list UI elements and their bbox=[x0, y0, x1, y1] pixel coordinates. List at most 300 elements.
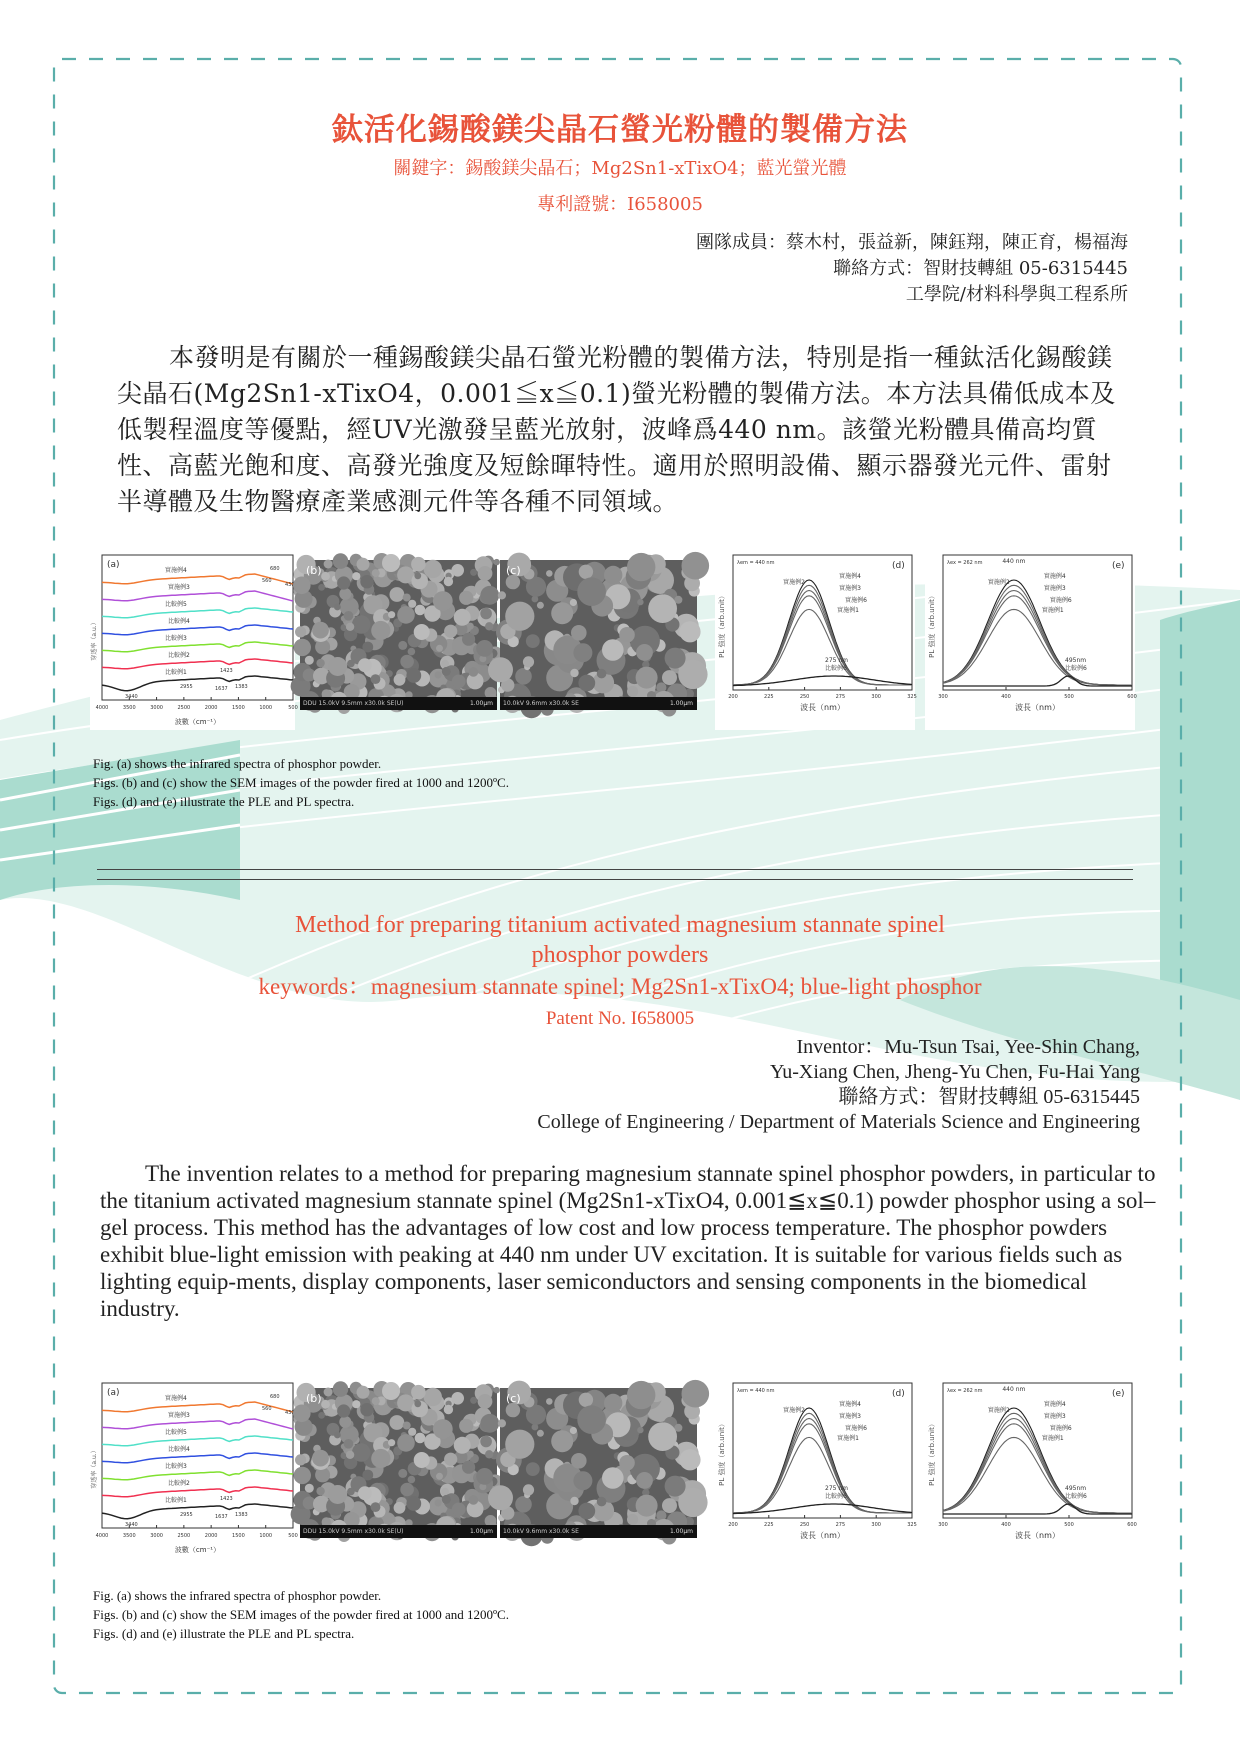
sem-particle bbox=[398, 1469, 407, 1478]
sem-particle bbox=[406, 1496, 421, 1511]
sem-particle bbox=[573, 643, 592, 662]
sem-particle bbox=[328, 1485, 347, 1504]
sem-texture bbox=[300, 560, 497, 697]
figure-e bbox=[925, 550, 1135, 730]
sem-info-bar: 10.0kV 9.6mm x30.0k SE bbox=[500, 697, 697, 710]
ir-series-line bbox=[102, 1419, 293, 1429]
series-label: 實施例1 bbox=[1042, 1434, 1064, 1442]
sem-particle bbox=[444, 1405, 453, 1414]
x-tick-label: 2000 bbox=[205, 1533, 218, 1539]
sem-particle bbox=[294, 639, 311, 656]
sem-particle bbox=[523, 656, 534, 667]
sem-particle bbox=[406, 668, 421, 683]
sem-particle bbox=[551, 1430, 573, 1452]
sem-particle bbox=[452, 1503, 466, 1517]
x-tick-label: 400 bbox=[1001, 1522, 1011, 1528]
sem-particle bbox=[546, 1398, 553, 1405]
sem-particle bbox=[321, 1400, 330, 1409]
x-axis-label: 波數（cm⁻¹） bbox=[175, 717, 220, 726]
ir-spectra-chart bbox=[90, 550, 295, 730]
sem-particle bbox=[333, 553, 349, 569]
sem-particle bbox=[398, 641, 407, 650]
sem-particle bbox=[388, 1439, 395, 1446]
ir-series-line bbox=[102, 608, 293, 618]
series-label: 實施例2 bbox=[988, 1406, 1010, 1414]
sem-particle bbox=[570, 1427, 577, 1434]
excitation-note: λex = 262 nm bbox=[947, 1388, 983, 1394]
peak-annotation: 680 bbox=[270, 566, 280, 572]
sem-particle bbox=[357, 1386, 370, 1399]
sem-particle bbox=[571, 625, 587, 641]
sem-particle bbox=[498, 1419, 506, 1427]
peak-annotation: 2955 bbox=[180, 1512, 193, 1518]
title-en-line-1: Method for preparing titanium activated magnesium stannate spinel bbox=[0, 910, 1240, 940]
series-label: 實施例3 bbox=[168, 583, 190, 591]
sem-particle bbox=[334, 1432, 341, 1439]
sem-particle bbox=[526, 1462, 540, 1476]
series-label: 實施例4 bbox=[839, 572, 861, 580]
sem-particle bbox=[602, 1467, 624, 1489]
sem-particle bbox=[526, 634, 540, 648]
series-label: 比較例4 bbox=[168, 617, 190, 625]
sem-particle bbox=[312, 622, 329, 639]
x-tick-label: 500 bbox=[1064, 1522, 1074, 1528]
panel-label: (c) bbox=[506, 1392, 521, 1405]
sem-info-bar: 10.0kV 9.6mm x30.0k SE bbox=[500, 1525, 697, 1538]
sem-particle bbox=[494, 559, 500, 565]
caption-line-2: Figs. (b) and (c) show the SEM images of the powder fired at 1000 and 1200ºC. bbox=[93, 773, 509, 792]
ir-series-line bbox=[102, 1487, 293, 1497]
sem-particle bbox=[454, 609, 471, 626]
inventor-line-2: Yu-Xiang Chen, Jheng-Yu Chen, Fu-Hai Yang bbox=[537, 1060, 1140, 1085]
figure-b-sem bbox=[300, 1388, 497, 1538]
y-axis-label: PL 強度（arb.unit） bbox=[927, 592, 936, 658]
sem-particle bbox=[372, 569, 380, 577]
sem-particle bbox=[352, 1443, 371, 1462]
sem-particle bbox=[480, 586, 499, 605]
x-tick-label: 4000 bbox=[96, 705, 109, 711]
x-tick-label: 3000 bbox=[150, 1533, 163, 1539]
sem-particle bbox=[295, 1454, 306, 1465]
x-tick-label: 400 bbox=[1001, 694, 1011, 700]
figure-d bbox=[715, 1378, 915, 1558]
sem-particle bbox=[577, 1405, 606, 1434]
x-tick-label: 2500 bbox=[177, 705, 190, 711]
ir-series-line bbox=[102, 659, 293, 669]
sem-particle bbox=[414, 624, 430, 640]
sem-particle bbox=[339, 1416, 351, 1428]
peak-annotation: 1637 bbox=[215, 1514, 228, 1520]
x-tick-label: 300 bbox=[871, 694, 881, 700]
sem-particle bbox=[523, 1484, 534, 1495]
x-tick-label: 325 bbox=[907, 1522, 917, 1528]
sem-particle bbox=[334, 604, 341, 611]
peak-annotation: 440 nm bbox=[1002, 558, 1025, 565]
sem-particle bbox=[636, 644, 653, 661]
x-tick-label: 4000 bbox=[96, 1533, 109, 1539]
sem-particle bbox=[371, 674, 381, 684]
sem-particle bbox=[294, 1467, 311, 1484]
x-axis-label: 波長（nm） bbox=[1015, 1530, 1060, 1540]
series-label: 實施例3 bbox=[1044, 1412, 1066, 1420]
sem-particle bbox=[679, 621, 700, 642]
sem-particle bbox=[636, 1495, 658, 1517]
sem-particle bbox=[619, 1455, 635, 1471]
sem-particle bbox=[347, 660, 355, 668]
title-en-line-2: phosphor powders bbox=[0, 940, 1240, 970]
sem-particle bbox=[415, 605, 426, 616]
sem-particle bbox=[476, 640, 493, 657]
series-label: 比較例1 bbox=[165, 668, 187, 676]
sem-particle bbox=[408, 648, 416, 656]
y-axis-label: PL 強度（arb.unit） bbox=[717, 1420, 726, 1486]
excitation-note: λem = 440 nm bbox=[737, 1388, 775, 1394]
sem-particle bbox=[682, 1380, 710, 1408]
sem-particle bbox=[382, 554, 400, 572]
x-tick-label: 250 bbox=[800, 1522, 810, 1528]
sem-particle bbox=[433, 1419, 453, 1439]
sem-particle bbox=[436, 1473, 443, 1480]
sem-particle bbox=[636, 1472, 653, 1489]
y-axis-label: PL 強度（arb.unit） bbox=[717, 592, 726, 658]
x-tick-label: 225 bbox=[764, 1522, 774, 1528]
series-label: 實施例6 bbox=[1050, 1424, 1072, 1432]
series-label: 實施例2 bbox=[783, 1406, 805, 1414]
sem-particle bbox=[414, 1400, 421, 1407]
series-label: 實施例2 bbox=[988, 578, 1010, 586]
divider-rule-top bbox=[97, 869, 1133, 870]
sem-particle bbox=[321, 572, 330, 581]
series-label: 實施例3 bbox=[1044, 584, 1066, 592]
x-tick-label: 1000 bbox=[259, 1533, 272, 1539]
contact-zh: 聯絡方式：智財技轉組 05-6315445 bbox=[696, 256, 1128, 282]
figure-a bbox=[90, 1378, 295, 1558]
sem-particle bbox=[403, 1422, 411, 1430]
ir-series-line bbox=[102, 1436, 293, 1446]
sem-particle bbox=[551, 602, 573, 624]
sem-particle bbox=[506, 575, 520, 589]
ir-series-line bbox=[102, 1470, 293, 1480]
inventor-line-1: Inventor：Mu-Tsun Tsai, Yee-Shin Chang, bbox=[537, 1035, 1140, 1060]
x-tick-label: 225 bbox=[764, 694, 774, 700]
sem-particle bbox=[494, 1387, 500, 1393]
series-label: 比較例4 bbox=[168, 1445, 190, 1453]
sem-texture bbox=[500, 1388, 697, 1525]
sem-particle bbox=[394, 1502, 406, 1514]
x-tick-label: 200 bbox=[728, 1522, 738, 1528]
sem-particle bbox=[414, 1452, 430, 1468]
sem-scale-label: 1.00μm bbox=[670, 1525, 693, 1538]
sem-particle bbox=[469, 667, 479, 677]
sem-particle bbox=[505, 1430, 534, 1459]
x-tick-label: 250 bbox=[800, 694, 810, 700]
sem-particle bbox=[403, 594, 411, 602]
sem-particle bbox=[328, 657, 347, 676]
sem-particle bbox=[488, 1485, 513, 1510]
abstract-en: The invention relates to a method for preparing magnesium stannate spinel phosphor powders, in particular to the titanium activated magnesium stannate spinel (Mg2Sn1-xTixO4, 0.001≦x≦0.1) powder phosphor using a sol–gel process. This method has the advantages of low cost and low process temperature. The phosphor powders exhibit blue-light emission with peaking at 440 nm under UV excitation. It is suitable for various fields such as lighting equip-ments, display components, laser semiconductors and sensing components in the biomedical industry. bbox=[100, 1160, 1160, 1322]
abstract-zh: 本發明是有關於一種錫酸鎂尖晶石螢光粉體的製備方法，特別是指一種鈦活化錫酸鎂尖晶石(Mg2Sn1-xTixO4，0.001≦x≦0.1)螢光粉體的製備方法。本方法具備低成本及低製程溫度等優點，經UV光激發呈藍光放射，波峰爲440 nm。該螢光粉體具備高均質性、高藍光飽和度、高發光強度及短餘暉特性。適用於照明設備、顯示器發光元件、雷射半導體及生物醫療產業感測元件等各種不同領域。 bbox=[117, 340, 1117, 520]
sem-particle bbox=[312, 1450, 329, 1467]
sem-particle bbox=[459, 591, 473, 605]
pl-spectra-chart bbox=[925, 1378, 1135, 1558]
sem-particle bbox=[627, 553, 655, 581]
x-tick-label: 3000 bbox=[150, 705, 163, 711]
sem-particle bbox=[648, 1422, 677, 1451]
panel-label: (d) bbox=[892, 561, 905, 571]
peak-annotation: 275 nm bbox=[825, 1485, 848, 1492]
sem-particle bbox=[627, 1514, 638, 1525]
series-label: 實施例1 bbox=[837, 1434, 859, 1442]
sem-particle bbox=[333, 1381, 349, 1397]
sem-particle bbox=[578, 1503, 595, 1520]
sem-particle bbox=[498, 591, 506, 599]
caption-line-2: Figs. (b) and (c) show the SEM images of the powder fired at 1000 and 1200ºC. bbox=[93, 1605, 509, 1624]
sem-particle bbox=[526, 1405, 546, 1425]
sem-particle bbox=[390, 587, 405, 602]
keywords-en: keywords：magnesium stannate spinel; Mg2Sn1-xTixO4; blue-light phosphor bbox=[0, 968, 1240, 1001]
sem-particle bbox=[415, 1433, 426, 1444]
ir-series-line bbox=[102, 625, 293, 635]
sem-particle bbox=[546, 570, 553, 577]
figure-c-sem bbox=[500, 560, 697, 710]
sem-particle bbox=[469, 1495, 479, 1505]
sem-particle bbox=[627, 686, 638, 697]
x-tick-label: 600 bbox=[1127, 694, 1137, 700]
sem-particle bbox=[570, 669, 578, 677]
series-label: 實施例3 bbox=[168, 1411, 190, 1419]
sem-particle bbox=[462, 1461, 475, 1474]
x-tick-label: 275 bbox=[836, 694, 846, 700]
peak-annotation: 275 nm bbox=[825, 657, 848, 664]
sem-particle bbox=[394, 674, 406, 686]
sem-particle bbox=[444, 625, 457, 638]
peak-annotation: 440 nm bbox=[1002, 1386, 1025, 1393]
series-label: 實施例6 bbox=[1050, 596, 1072, 604]
sem-particle bbox=[636, 667, 658, 689]
x-tick-label: 2000 bbox=[205, 705, 218, 711]
sem-particle bbox=[480, 1414, 499, 1433]
sem-particle bbox=[435, 1499, 442, 1506]
peak-annotation: 3440 bbox=[125, 694, 138, 700]
ir-series-line bbox=[102, 642, 293, 652]
sem-particle bbox=[414, 572, 421, 579]
sem-particle bbox=[537, 1430, 544, 1437]
sem-particle bbox=[602, 639, 624, 661]
peak-annotation: 3440 bbox=[125, 1522, 138, 1528]
series-label: 比較例6 bbox=[825, 1492, 847, 1500]
peak-annotation: 1423 bbox=[220, 1496, 233, 1502]
divider-rule-bottom bbox=[97, 879, 1133, 880]
sem-particle bbox=[662, 670, 677, 685]
x-axis-label: 波數（cm⁻¹） bbox=[175, 1545, 220, 1554]
x-axis-label: 波長（nm） bbox=[800, 702, 845, 712]
series-label: 實施例4 bbox=[165, 1394, 187, 1402]
sem-particle bbox=[372, 1397, 380, 1405]
sem-particle bbox=[637, 1427, 643, 1433]
sem-particle bbox=[352, 572, 360, 580]
sem-particle bbox=[570, 599, 577, 606]
sem-particle bbox=[316, 1487, 324, 1495]
sem-particle bbox=[451, 1392, 464, 1405]
sem-particle bbox=[388, 611, 395, 618]
series-label: 實施例4 bbox=[1044, 1400, 1066, 1408]
peak-annotation: 1383 bbox=[235, 1512, 248, 1518]
caption-line-1: Fig. (a) shows the infrared spectra of phosphor powder. bbox=[93, 1586, 509, 1605]
patent-en: Patent No. I658005 bbox=[0, 1008, 1240, 1030]
panel-label: (c) bbox=[506, 564, 521, 577]
team-block-en bbox=[537, 1035, 1140, 1135]
sem-particle bbox=[337, 1404, 350, 1417]
sem-particle bbox=[470, 569, 477, 576]
sem-particle bbox=[597, 1497, 607, 1507]
sem-particle bbox=[424, 1388, 442, 1406]
sem-texture bbox=[300, 1388, 497, 1525]
x-tick-label: 1000 bbox=[259, 705, 272, 711]
sem-particle bbox=[442, 1495, 451, 1504]
x-tick-label: 300 bbox=[871, 1522, 881, 1528]
panel-label: (a) bbox=[107, 560, 120, 570]
sem-particle bbox=[579, 1393, 593, 1407]
sem-particle bbox=[665, 648, 686, 669]
sem-particle bbox=[485, 622, 493, 630]
caption-line-3: Figs. (d) and (e) illustrate the PLE and PL spectra. bbox=[93, 792, 509, 811]
x-tick-label: 200 bbox=[728, 694, 738, 700]
sem-particle bbox=[454, 1437, 471, 1454]
sem-particle bbox=[305, 1484, 314, 1493]
sem-particle bbox=[488, 657, 513, 682]
sem-particle bbox=[408, 1476, 416, 1484]
sem-particle bbox=[357, 558, 370, 571]
series-label: 比較例5 bbox=[165, 1428, 187, 1436]
series-label: 比較例1 bbox=[165, 1496, 187, 1504]
peak-annotation: 560 bbox=[262, 578, 272, 584]
sem-particle bbox=[604, 566, 622, 584]
sem-particle bbox=[424, 560, 442, 578]
sem-particle bbox=[390, 1415, 405, 1430]
sem-particle bbox=[346, 623, 354, 631]
sem-particle bbox=[358, 1486, 372, 1500]
sem-particle bbox=[573, 1471, 592, 1490]
peak-annotation: 1383 bbox=[235, 684, 248, 690]
sem-particle bbox=[324, 1388, 333, 1397]
figure-d bbox=[715, 550, 915, 730]
sem-particle bbox=[682, 552, 710, 580]
x-tick-label: 325 bbox=[907, 694, 917, 700]
sem-particle bbox=[295, 626, 306, 637]
sem-particle bbox=[506, 1403, 520, 1417]
keywords-zh: 關鍵字：錫酸鎂尖晶石；Mg2Sn1-xTixO4；藍光螢光體 bbox=[0, 154, 1240, 180]
sem-particle bbox=[470, 1397, 477, 1404]
sem-particle bbox=[346, 1451, 354, 1459]
series-label: 實施例1 bbox=[1042, 606, 1064, 614]
x-tick-label: 3500 bbox=[123, 1533, 136, 1539]
sem-particle bbox=[324, 560, 333, 569]
series-label: 比較例6 bbox=[825, 664, 847, 672]
panel-label: (b) bbox=[306, 564, 322, 577]
peak-annotation: 2955 bbox=[180, 684, 193, 690]
sem-particle bbox=[293, 1405, 311, 1423]
sem-particle bbox=[411, 557, 426, 572]
sem-particle bbox=[578, 675, 595, 692]
excitation-note: λem = 440 nm bbox=[737, 560, 775, 566]
sem-particle bbox=[597, 669, 607, 679]
sem-particle bbox=[344, 611, 354, 621]
sem-particle bbox=[358, 658, 372, 672]
sem-particle bbox=[316, 659, 324, 667]
sem-scale-label: 1.00μm bbox=[470, 1525, 493, 1538]
sem-particle bbox=[485, 1450, 493, 1458]
series-label: 實施例4 bbox=[1044, 572, 1066, 580]
sem-particle bbox=[352, 1400, 360, 1408]
series-label: 比較例6 bbox=[1065, 664, 1087, 672]
x-tick-label: 275 bbox=[836, 1522, 846, 1528]
sem-particle bbox=[579, 565, 593, 579]
sem-particle bbox=[339, 588, 351, 600]
figure-a bbox=[90, 550, 295, 730]
peak-annotation: 680 bbox=[270, 1394, 280, 1400]
sem-particle bbox=[337, 576, 350, 589]
y-axis-label: 穿透率（a.u.） bbox=[90, 619, 98, 660]
series-label: 實施例4 bbox=[839, 1400, 861, 1408]
sem-particle bbox=[627, 1381, 655, 1409]
series-label: 比較例2 bbox=[168, 651, 190, 659]
plot-frame bbox=[733, 555, 912, 690]
sem-particle bbox=[382, 1382, 400, 1400]
sem-particle bbox=[360, 575, 373, 588]
sem-particle bbox=[442, 667, 451, 676]
peak-annotation: 1637 bbox=[215, 686, 228, 692]
series-label: 比較例3 bbox=[165, 1462, 187, 1470]
sem-particle bbox=[293, 577, 311, 595]
peak-annotation: 495nm bbox=[1065, 1485, 1086, 1492]
caption-block-en bbox=[93, 1586, 509, 1643]
peak-annotation: 495nm bbox=[1065, 657, 1086, 664]
pl-spectra-chart bbox=[715, 550, 915, 730]
sem-particle bbox=[637, 599, 643, 605]
sem-particle bbox=[371, 1449, 390, 1468]
sem-particle bbox=[408, 600, 416, 608]
sem-particle bbox=[352, 615, 371, 634]
peak-annotation: 1423 bbox=[220, 668, 233, 674]
sem-particle bbox=[604, 1394, 622, 1412]
contact-en: 聯絡方式：智財技轉組 05-6315445 bbox=[537, 1085, 1140, 1110]
title-en bbox=[0, 910, 1240, 970]
department-en: College of Engineering / Department of Materials Science and Engineering bbox=[537, 1110, 1140, 1135]
sem-particle bbox=[435, 671, 442, 678]
sem-particle bbox=[444, 577, 453, 586]
sem-particle bbox=[411, 1385, 426, 1400]
figure-b-sem bbox=[300, 560, 497, 710]
series-label: 比較例2 bbox=[168, 1479, 190, 1487]
sem-particle bbox=[459, 1419, 473, 1433]
sem-scale-label: 1.00μm bbox=[470, 697, 493, 710]
y-axis-label: 穿透率（a.u.） bbox=[90, 1447, 98, 1488]
panel-label: (d) bbox=[892, 1389, 905, 1399]
series-label: 實施例3 bbox=[839, 584, 861, 592]
sem-particle bbox=[571, 1453, 587, 1469]
sem-particle bbox=[433, 591, 453, 611]
sem-particle bbox=[462, 633, 475, 646]
x-tick-label: 300 bbox=[938, 694, 948, 700]
peak-annotation: 430 bbox=[285, 582, 295, 588]
panel-label: (e) bbox=[1112, 561, 1125, 571]
sem-particle bbox=[400, 655, 414, 669]
sem-particle bbox=[515, 668, 532, 685]
department-zh: 工學院/材料科學與工程系所 bbox=[696, 282, 1128, 308]
sem-particle bbox=[665, 1476, 686, 1497]
pl-spectra-chart bbox=[925, 550, 1135, 730]
series-label: 實施例2 bbox=[783, 578, 805, 586]
